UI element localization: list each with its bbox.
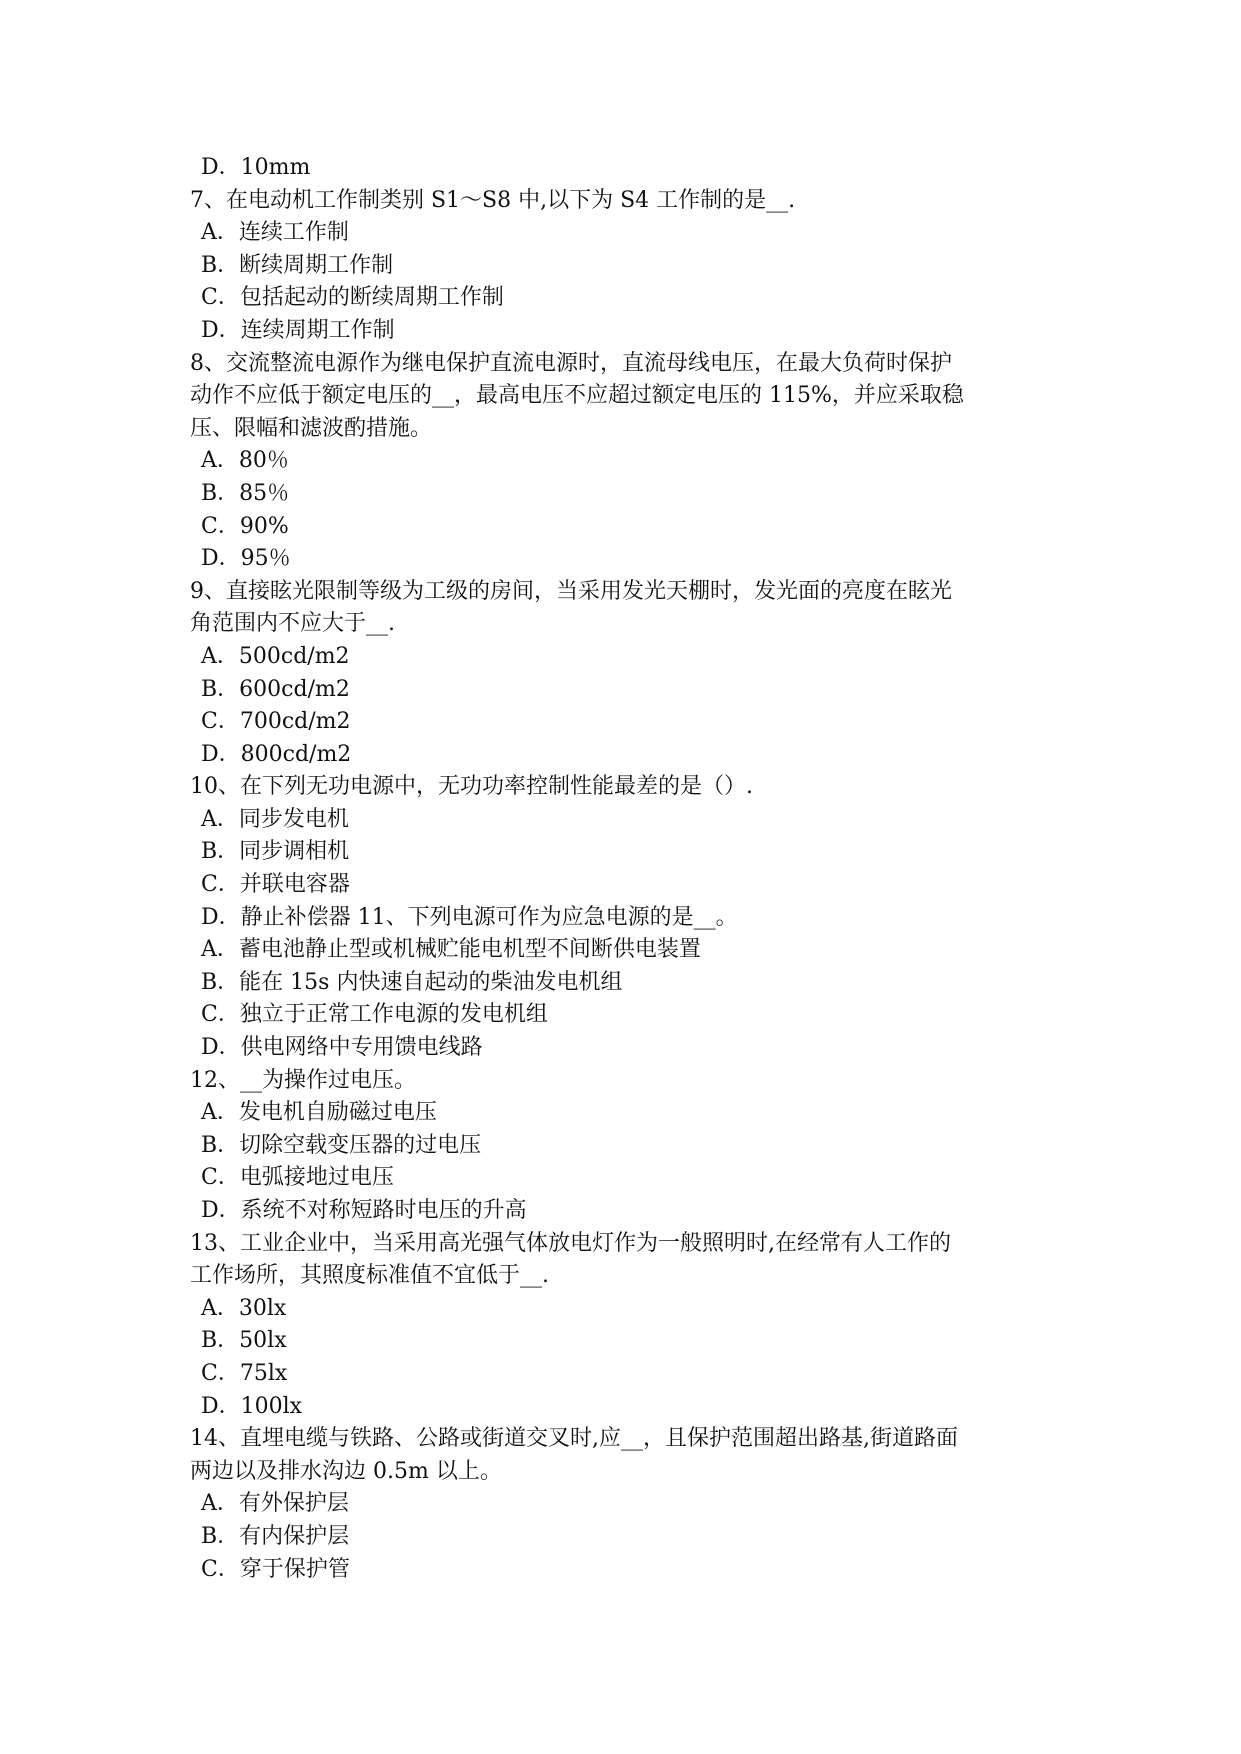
answer-option-line: D．800cd/m2 bbox=[201, 741, 352, 767]
answer-option-line: D．100lx bbox=[201, 1393, 303, 1419]
answer-option-line: B．同步调相机 bbox=[201, 839, 350, 865]
question-text-line: 13、工业企业中，当采用高光强气体放电灯作为一般照明时,在经常有人工作的 bbox=[190, 1230, 951, 1256]
question-text-line: 8、交流整流电源作为继电保护直流电源时，直流母线电压，在最大负荷时保护 bbox=[190, 350, 952, 376]
answer-option-line: D．连续周期工作制 bbox=[201, 317, 395, 343]
answer-option-line: A．有外保护层 bbox=[201, 1491, 349, 1517]
answer-option-line: B．600cd/m2 bbox=[201, 676, 350, 702]
question-text-line: 工作场所，其照度标准值不宜低于__. bbox=[190, 1263, 549, 1289]
question-text-line: 压、限幅和滤波酌措施。 bbox=[190, 415, 433, 441]
answer-option-line: A．发电机自励磁过电压 bbox=[201, 1100, 437, 1126]
answer-option-line: A．80％ bbox=[201, 448, 289, 474]
answer-option-line: C．包括起动的断续周期工作制 bbox=[201, 285, 504, 311]
answer-option-line: A．30lx bbox=[201, 1295, 287, 1321]
answer-option-line: A．500cd/m2 bbox=[201, 643, 350, 669]
answer-option-line: D．95％ bbox=[201, 546, 291, 572]
question-text-line: 9、直接眩光限制等级为工级的房间，当采用发光天棚时，发光面的亮度在眩光 bbox=[190, 578, 952, 604]
answer-option-line: C．700cd/m2 bbox=[201, 709, 351, 735]
answer-option-line: D．10mm bbox=[201, 155, 311, 180]
question-text-line: 7、在电动机工作制类别 S1～S8 中,以下为 S4 工作制的是__. bbox=[190, 187, 796, 213]
answer-option-line: B．85％ bbox=[201, 480, 290, 506]
answer-option-line: C．穿于保护管 bbox=[201, 1556, 350, 1582]
question-text-line: 10、在下列无功电源中，无功功率控制性能最差的是（）. bbox=[190, 774, 753, 800]
answer-option-line: B．有内保护层 bbox=[201, 1523, 350, 1549]
answer-option-line: C．独立于正常工作电源的发电机组 bbox=[201, 1002, 548, 1028]
question-text-line: 12、__为操作过电压。 bbox=[190, 1067, 416, 1093]
answer-option-line: A．蓄电池静止型或机械贮能电机型不间断供电装置 bbox=[201, 937, 701, 963]
exam-questions-text bbox=[190, 152, 1050, 1586]
question-text-line: 角范围内不应大于__. bbox=[190, 611, 395, 637]
answer-option-line: C．75lx bbox=[201, 1360, 288, 1386]
answer-option-line: A．连续工作制 bbox=[201, 220, 349, 246]
answer-option-line: B．断续周期工作制 bbox=[201, 252, 394, 278]
answer-option-line: B．能在 15s 内快速自起动的柴油发电机组 bbox=[201, 969, 623, 995]
answer-option-line: C．并联电容器 bbox=[201, 872, 350, 898]
answer-option-line: D．系统不对称短路时电压的升高 bbox=[201, 1198, 527, 1223]
answer-option-line: A．同步发电机 bbox=[201, 806, 349, 832]
answer-option-line: C．电弧接地过电压 bbox=[201, 1165, 394, 1191]
answer-option-line: B．切除空载变压器的过电压 bbox=[201, 1132, 482, 1158]
answer-option-line: D．静止补偿器 11、下列电源可作为应急电源的是__。 bbox=[201, 904, 738, 930]
question-text-line: 两边以及排水沟边 0.5m 以上。 bbox=[190, 1458, 502, 1484]
question-text-line: 动作不应低于额定电压的__，最高电压不应超过额定电压的 115%，并应采取稳 bbox=[190, 383, 964, 409]
answer-option-line: D．供电网络中专用馈电线路 bbox=[201, 1035, 483, 1061]
question-text-line: 14、直埋电缆与铁路、公路或街道交叉时,应__，且保护范围超出路基,街道路面 bbox=[190, 1426, 958, 1452]
answer-option-line: B．50lx bbox=[201, 1328, 287, 1354]
answer-option-line: C．90% bbox=[201, 513, 289, 539]
